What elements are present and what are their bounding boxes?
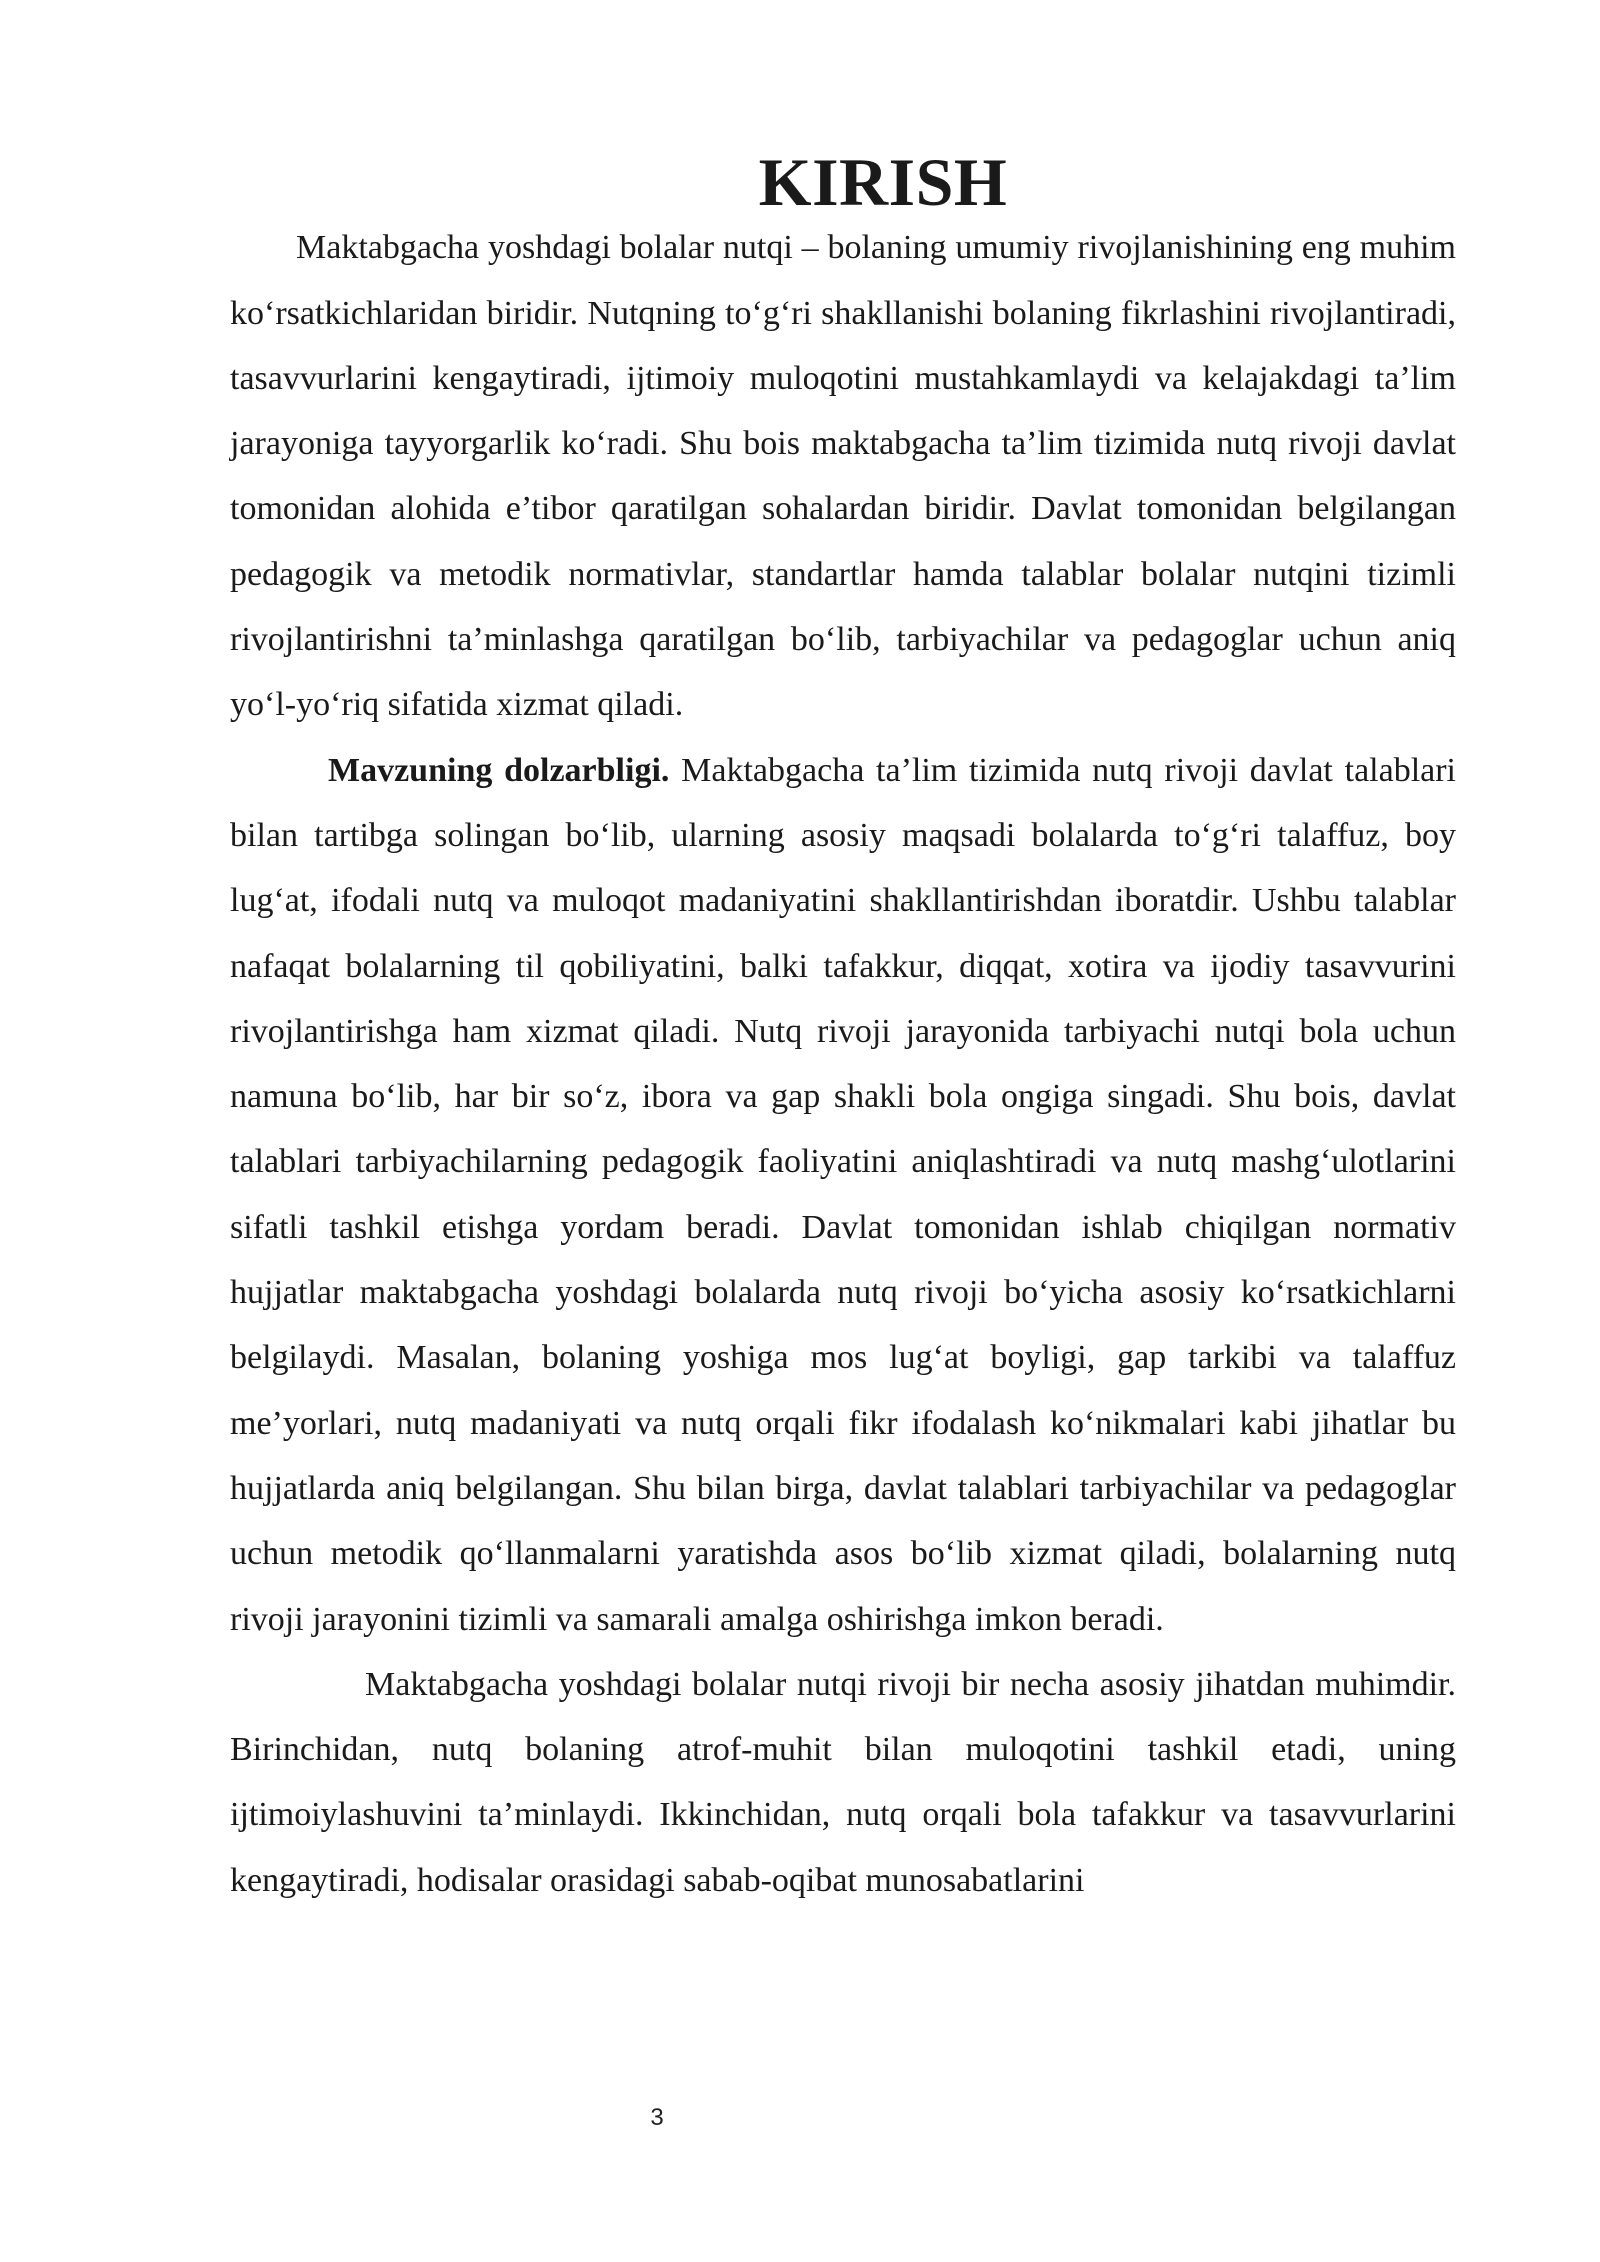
importance-paragraph: Maktabgacha yoshdagi bolalar nutqi rivoji bir necha asosiy jihatdan muhimdir. Birinchidan, nutq bolaning atrof-muhit bilan muloqotini tashkil etadi, uning ijtimoiylashuvini ta’minlaydi. Ikkinchidan, nutq orqali bola tafakkur va tasavvurlarini kengaytiradi, hodisalar orasidagi sabab-oqibat munosabatlarini <box>230 1665 1456 1899</box>
intro-paragraph: Maktabgacha yoshdagi bolalar nutqi – bolaning umumiy rivojlanishining eng muhim ko‘rsatkichlaridan biridir. Nutqning to‘g‘ri shakllanishi bolaning fikrlashini rivojlantiradi, tasavvurlarini kengaytiradi, ijtimoiy muloqotini mustahkamlaydi va kelajakdagi ta’lim jarayoniga tayyorgarlik ko‘radi. Shu bois maktabgacha ta’lim tizimida nutq rivoji davlat tomonidan alohida e’tibor qaratilgan sohalardan biridir. Davlat tomonidan belgilangan pedagogik va metodik normativlar, standartlar hamda talablar bolalar nutqini tizimli rivojlantirishni ta’minlashga qaratilgan bo‘lib, tarbiyachilar va pedagoglar uchun aniq yo‘l-yo‘riq sifatida xizmat qiladi. <box>230 229 1456 724</box>
relevance-text: Maktabgacha ta’lim tizimida nutq rivoji davlat talablari bilan tartibga solingan bo‘lib, ularning asosiy maqsadi bolalarda to‘g‘ri talaffuz, boy lug‘at, ifodali nutq va muloqot madaniyatini shakllantirishdan iboratdir. Ushbu talablar nafaqat bolalarning til qobiliyatini, balki tafakkur, diqqat, xotira va ijodiy tasavvurini rivojlantirishga ham xizmat qiladi. Nutq rivoji jarayonida tarbiyachi nutqi bola uchun namuna bo‘lib, har bir so‘z, ibora va gap shakli bola ongiga singadi. Shu bois, davlat talablari tarbiyachilarning pedagogik faoliyatini aniqlashtiradi va nutq mashg‘ulotlarini sifatli tashkil etishga yordam beradi. Davlat tomonidan ishlab chiqilgan normativ hujjatlar maktabgacha yoshdagi bolalarda nutq rivoji bo‘yicha asosiy ko‘rsatkichlarni belgilaydi. Masalan, bolaning yoshiga mos lug‘at boyligi, gap tarkibi va talaffuz me’yorlari, nutq madaniyati va nutq orqali fikr ifodalash ko‘nikmalari kabi jihatlar bu hujjatlarda aniq belgilangan. Shu bilan birga, davlat talablari tarbiyachilar va pedagoglar uchun metodik qo‘llanmalarni yaratishda asos bo‘lib xizmat qiladi, bolalarning nutq rivoji jarayonini tizimli va samarali amalga oshirishga imkon beradi. <box>230 751 1457 1638</box>
relevance-paragraph <box>230 738 1456 1652</box>
page-number: 3 <box>650 2104 664 2131</box>
relevance-heading: Mavzuning dolzarbligi. <box>328 751 670 789</box>
page-body <box>230 144 1457 1913</box>
section-title: KIRISH <box>758 144 1008 220</box>
